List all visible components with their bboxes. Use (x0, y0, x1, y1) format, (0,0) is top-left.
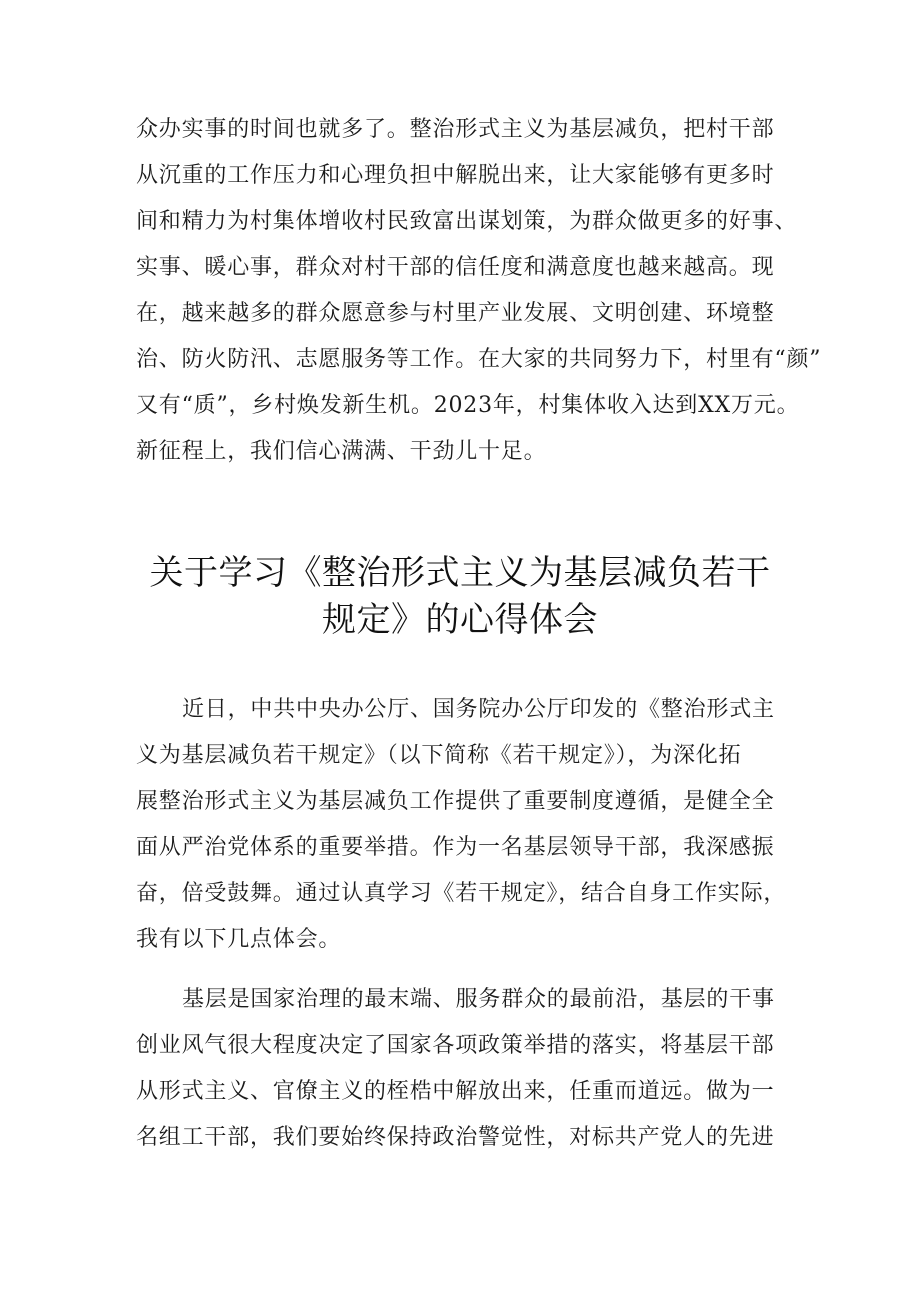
text-line: 众办实事的时间也就多了。整治形式主义为基层减负，把村干部 (136, 117, 775, 142)
text-line: 名组工干部，我们要始终保持政治警觉性，对标共产党人的先进 (136, 1125, 775, 1150)
article-title-line-2: 规定》的心得体会 (322, 600, 598, 640)
text-line: 基层是国家治理的最末端、服务群众的最前沿，基层的干事 (182, 987, 775, 1012)
article-title-line-1: 关于学习《整治形式主义为基层减负若干 (149, 553, 771, 593)
text-line: 从形式主义、官僚主义的桎梏中解放出来，任重而道远。做为一 (136, 1079, 775, 1104)
text-line: 治、防火防汛、志愿服务等工作。在大家的共同努力下，村里有“颜” (136, 347, 822, 372)
text-line: 新征程上，我们信心满满、干劲儿十足。 (136, 439, 547, 464)
text-line: 展整治形式主义为基层减负工作提供了重要制度遵循，是健全全 (136, 789, 775, 814)
text-line: 间和精力为村集体增收村民致富出谋划策，为群众做更多的好事、 (136, 209, 798, 234)
text-line: 奋，倍受鼓舞。通过认真学习《若干规定》，结合自身工作实际， (136, 881, 787, 906)
text-line: 从沉重的工作压力和心理负担中解脱出来，让大家能够有更多时 (136, 163, 775, 188)
text-line: 实事、暖心事，群众对村干部的信任度和满意度也越来越高。现 (136, 255, 775, 280)
text-line: 义为基层减负若干规定》（以下简称《若干规定》），为深化拓 (136, 743, 742, 768)
text-line: 面从严治党体系的重要举措。作为一名基层领导干部，我深感振 (136, 835, 775, 860)
text-line: 我有以下几点体会。 (136, 927, 342, 952)
text-line: 在，越来越多的群众愿意参与村里产业发展、文明创建、环境整 (136, 301, 775, 326)
text-line: 近日，中共中央办公厅、国务院办公厅印发的《整治形式主 (182, 697, 775, 722)
text-line: 又有“质”，乡村焕发新生机。2023年，村集体收入达到XX万元。 (136, 393, 800, 418)
text-line: 创业风气很大程度决定了国家各项政策举措的落实，将基层干部 (136, 1033, 775, 1058)
